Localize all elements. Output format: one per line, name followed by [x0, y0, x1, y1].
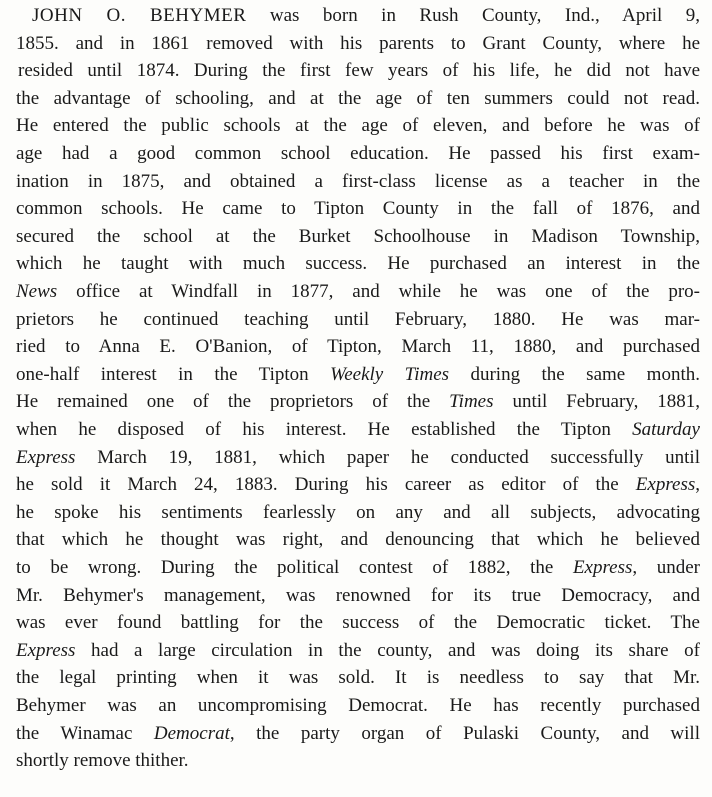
text-line: [16, 390, 700, 414]
text-line: [16, 639, 700, 663]
subject-name: JOHN O. BEHYMER: [32, 5, 247, 26]
text-run: the Winamac: [16, 722, 154, 744]
italic-title: News: [16, 281, 58, 302]
text-line: [16, 446, 700, 470]
text-line: [18, 59, 700, 83]
text-run: prietors he continued teaching until February, 1880. He was mar-: [16, 308, 700, 330]
text-run: was ever found battling for the success of the Democratic ticket. The: [16, 612, 700, 634]
text-run: that which he thought was right, and denouncing that which he believed: [16, 529, 700, 551]
text-line: [16, 418, 700, 442]
italic-title: Express: [572, 557, 633, 578]
text-line: [16, 363, 700, 387]
text-run: during the same month.: [449, 363, 700, 385]
text-run: which he taught with much success. He purchased an interest in the: [16, 253, 700, 275]
text-line: [32, 4, 700, 28]
text-run: ried to Anna E. O'Banion, of Tipton, March 11, 1880, and purchased: [16, 336, 700, 358]
text-run: He remained one of the proprietors of the: [16, 391, 450, 413]
text-line: [16, 528, 700, 552]
text-line: [16, 335, 700, 359]
italic-title: Express: [635, 474, 696, 496]
text-run: ination in 1875, and obtained a first-class license as a teacher in the: [16, 170, 700, 192]
text-run: Mr. Behymer's management, was renowned for its true Democracy, and: [16, 584, 700, 606]
text-run: was born in Rush County, Ind., April 9,: [246, 5, 700, 26]
text-run: He entered the public schools at the age of eleven, and before he was of: [16, 115, 700, 137]
italic-title: Express: [16, 446, 76, 468]
text-line: [16, 142, 700, 166]
text-run: to be wrong. During the political contest of 1882, the: [16, 557, 573, 578]
text-run: , under: [632, 557, 701, 578]
text-line: [16, 611, 700, 635]
text-run: had a large circulation in the county, and was doing its share of: [75, 639, 700, 661]
text-line: [16, 32, 700, 56]
text-run: when he disposed of his interest. He established the Tipton: [16, 419, 633, 440]
text-run: one-half interest in the Tipton: [16, 363, 331, 385]
text-run: the advantage of schooling, and at the age of ten summers could not read.: [16, 87, 700, 109]
text-line: [16, 694, 700, 718]
text-run: common schools. He came to Tipton County in the fall of 1876, and: [16, 198, 700, 220]
text-line: [16, 170, 700, 194]
text-run: resided until 1874. During the first few years of his life, he did not have: [18, 60, 700, 82]
text-line: [16, 722, 700, 746]
text-line: [16, 197, 700, 221]
text-run: he sold it March 24, 1883. During his career as editor of the: [16, 474, 636, 496]
text-line: [16, 252, 700, 276]
text-run: , the party organ of Pulaski County, and will: [229, 722, 700, 744]
text-line: [16, 584, 700, 608]
text-run: 1855. and in 1861 removed with his parents to Grant County, where he: [16, 32, 700, 54]
italic-title: Saturday: [632, 419, 700, 440]
text-run: age had a good common school education. He passed his first exam-: [16, 143, 700, 164]
text-line: [16, 501, 700, 525]
text-run: he spoke his sentiments fearlessly on any and all subjects, advocating: [16, 501, 700, 523]
text-run: secured the school at the Burket Schoolhouse in Madison Township,: [16, 225, 700, 247]
text-line: [16, 749, 189, 773]
text-run: the legal printing when it was sold. It is needless to say that Mr.: [16, 667, 700, 689]
text-run: until February, 1881,: [493, 391, 700, 413]
italic-title: Express: [16, 639, 76, 661]
text-line: [16, 308, 700, 332]
text-line: [16, 473, 700, 497]
text-line: [16, 225, 700, 249]
text-run: Behymer was an uncompromising Democrat. He has recently purchased: [16, 695, 700, 716]
text-line: [16, 87, 700, 111]
text-line: [16, 280, 700, 304]
italic-title: Weekly Times: [330, 363, 450, 385]
text-run: shortly remove thither.: [16, 750, 189, 772]
italic-title: Democrat: [153, 722, 230, 744]
text-run: office at Windfall in 1877, and while he was one of the pro-: [57, 281, 700, 302]
text-run: March 19, 1881, which paper he conducted successfully until: [75, 446, 700, 468]
text-line: [16, 666, 700, 690]
italic-title: Times: [449, 391, 494, 413]
text-line: [16, 114, 700, 138]
text-run: ,: [695, 474, 700, 496]
text-line: [16, 556, 700, 580]
